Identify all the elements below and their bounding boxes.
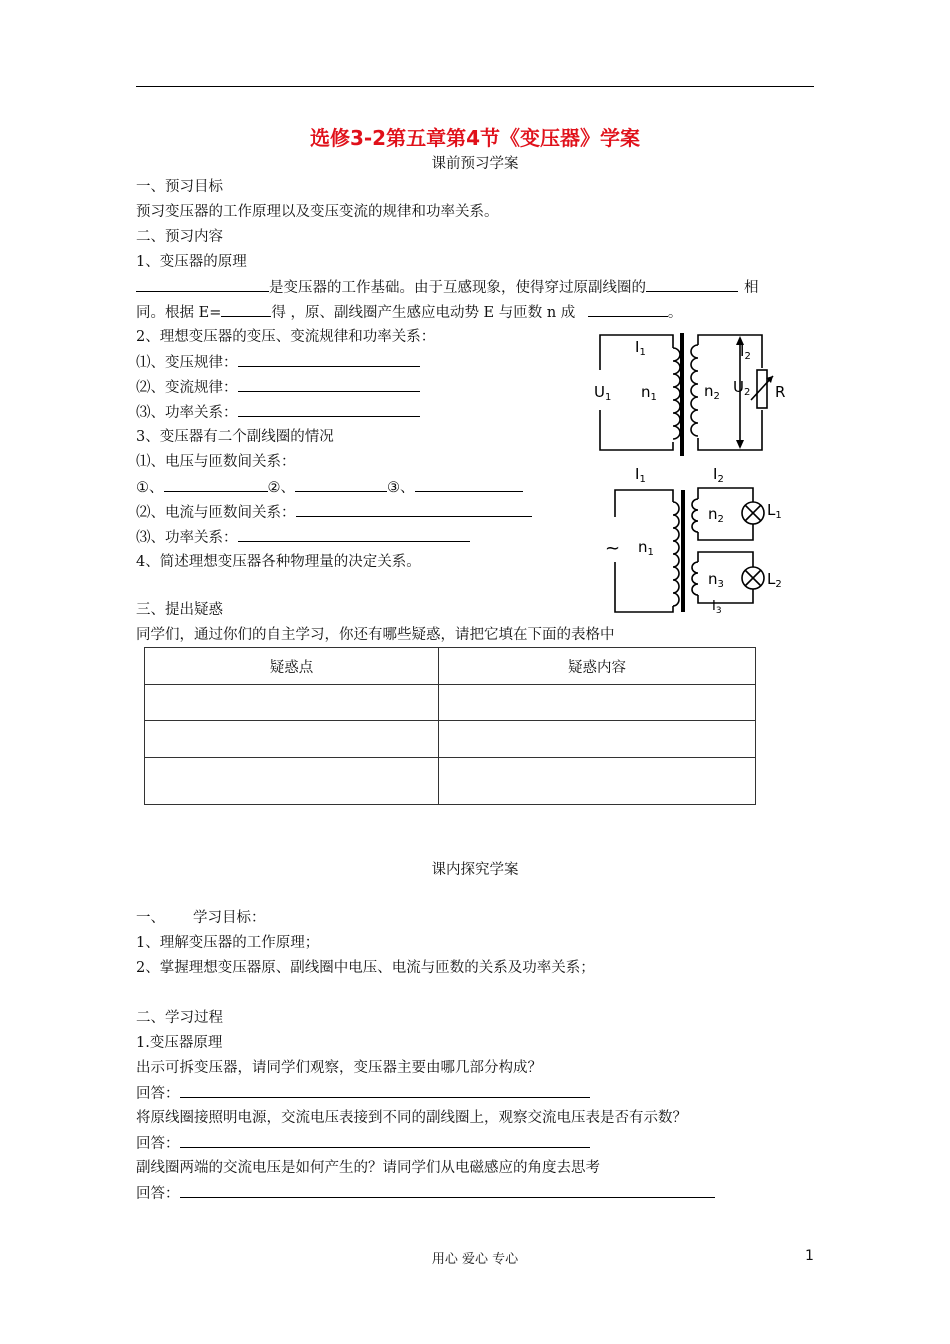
process-question-2: 将原线圈接照明电源，交流电压表接到不同的副线圈上，观察交流电压表是否有示数？ (136, 1110, 687, 1126)
section-heading-preview: 课前预习学案 (431, 156, 519, 172)
page-footer: 用心 爱心 专心 (431, 1252, 519, 1267)
table-row (145, 685, 756, 721)
table-header-row (145, 648, 756, 685)
lamp-l2-label: $L_2$ (767, 570, 782, 590)
goal-1: 1、理解变压器的工作原理； (136, 935, 320, 951)
section-heading-inclass: 课内探究学案 (431, 862, 519, 878)
i2-label: $I_2$ (740, 342, 751, 362)
header-rule (136, 86, 814, 87)
question-3-3: ⑶、功率关系： (136, 527, 470, 548)
question-2-title: 2、理想变压器的变压、变流规律和功率关系： (136, 329, 436, 345)
page-number: 1 (805, 1248, 814, 1264)
table-cell[interactable] (439, 758, 756, 805)
question-1-line-1: 是变压器的工作基础。由于互感现象，使得穿过原副线圈的 相 (136, 277, 759, 298)
answer-blank[interactable] (180, 1083, 590, 1098)
question-2-3: ⑶、功率关系： (136, 402, 420, 423)
question-2-1: ⑴、变压规律： (136, 352, 420, 373)
section-3-title: 三、提出疑惑 (136, 602, 223, 618)
question-3-1: ⑴、电压与匝数间关系： (136, 454, 296, 470)
n2-label: $n_2$ (704, 382, 720, 402)
section-3-text: 同学们，通过你们的自主学习，你还有哪些疑惑，请把它填在下面的表格中 (136, 627, 615, 643)
n3-label: $n_3$ (708, 570, 724, 590)
question-3-choices: ①、 ②、 ③、 (136, 477, 523, 498)
table-cell[interactable] (145, 685, 439, 721)
question-2-2: ⑵、变流规律： (136, 377, 420, 398)
answer-blank[interactable] (415, 477, 523, 492)
answer-blank[interactable] (588, 302, 668, 317)
section-2-title: 二、预习内容 (136, 229, 223, 245)
answer-blank[interactable] (238, 377, 420, 392)
u2-label: $U_2$ (733, 378, 751, 398)
n2-label: $n_2$ (708, 505, 724, 525)
table-header-cell: 疑惑内容 (439, 648, 756, 685)
answer-blank[interactable] (221, 302, 271, 317)
question-1-line-2: 同。根据 E= 得 ，原、副线圈产生感应电动势 E 与匝数 n 成 。 (136, 302, 682, 323)
process-question-1: 出示可拆变压器，请同学们观察，变压器主要由哪几部分构成？ (136, 1060, 542, 1076)
page-title: 选修3-2第五章第4节《变压器》学案 (309, 126, 641, 150)
i3-label: $I_3$ (712, 599, 722, 616)
i1-label: $I_1$ (635, 465, 646, 485)
table-row (145, 758, 756, 805)
question-4: 4、简述理想变压器各种物理量的决定关系。 (136, 554, 421, 570)
table-cell[interactable] (145, 721, 439, 758)
ac-source-symbol: ~ (605, 538, 621, 559)
question-3-title: 3、变压器有二个副线圈的情况 (136, 429, 334, 445)
section-1-title: 一、预习目标 (136, 179, 223, 195)
questions-table (144, 647, 756, 805)
answer-blank[interactable] (238, 402, 420, 417)
goal-2: 2、掌握理想变压器原、副线圈中电压、电流与匝数的关系及功率关系； (136, 960, 595, 976)
table-cell[interactable] (439, 685, 756, 721)
answer-blank[interactable] (180, 1133, 590, 1148)
answer-blank[interactable] (180, 1183, 715, 1198)
transformer-diagram-double (595, 462, 795, 617)
transformer-diagram-single (585, 330, 805, 458)
table-cell[interactable] (145, 758, 439, 805)
table-header-cell: 疑惑点 (145, 648, 439, 685)
answer-line-3: 回答： (136, 1183, 715, 1204)
table-row (145, 721, 756, 758)
i2-label: $I_2$ (713, 465, 724, 485)
question-1-title: 1、变压器的原理 (136, 254, 247, 270)
lamp-l1-label: $L_1$ (767, 501, 782, 521)
answer-blank[interactable] (646, 277, 738, 292)
answer-blank[interactable] (164, 477, 268, 492)
u1-label: $U_1$ (594, 383, 612, 403)
section-1-text: 预习变压器的工作原理以及变压变流的规律和功率关系。 (136, 204, 499, 220)
part2-section-1-title: 一、 学习目标： (136, 910, 266, 926)
answer-line-1: 回答： (136, 1083, 590, 1104)
answer-blank[interactable] (238, 527, 470, 542)
resistor-label: R (775, 383, 786, 401)
answer-blank[interactable] (295, 477, 387, 492)
i1-label: $I_1$ (635, 338, 646, 358)
n1-label: $n_1$ (638, 538, 654, 558)
answer-line-2: 回答： (136, 1133, 590, 1154)
process-1-title: 1.变压器原理 (136, 1035, 223, 1051)
answer-blank[interactable] (238, 352, 420, 367)
question-3-2: ⑵、电流与匝数间关系： (136, 502, 532, 523)
answer-blank[interactable] (136, 277, 269, 292)
process-question-3: 副线圈两端的交流电压是如何产生的？请同学们从电磁感应的角度去思考 (136, 1160, 600, 1176)
part2-section-2-title: 二、学习过程 (136, 1010, 223, 1026)
table-cell[interactable] (439, 721, 756, 758)
n1-label: $n_1$ (641, 383, 657, 403)
answer-blank[interactable] (296, 502, 532, 517)
